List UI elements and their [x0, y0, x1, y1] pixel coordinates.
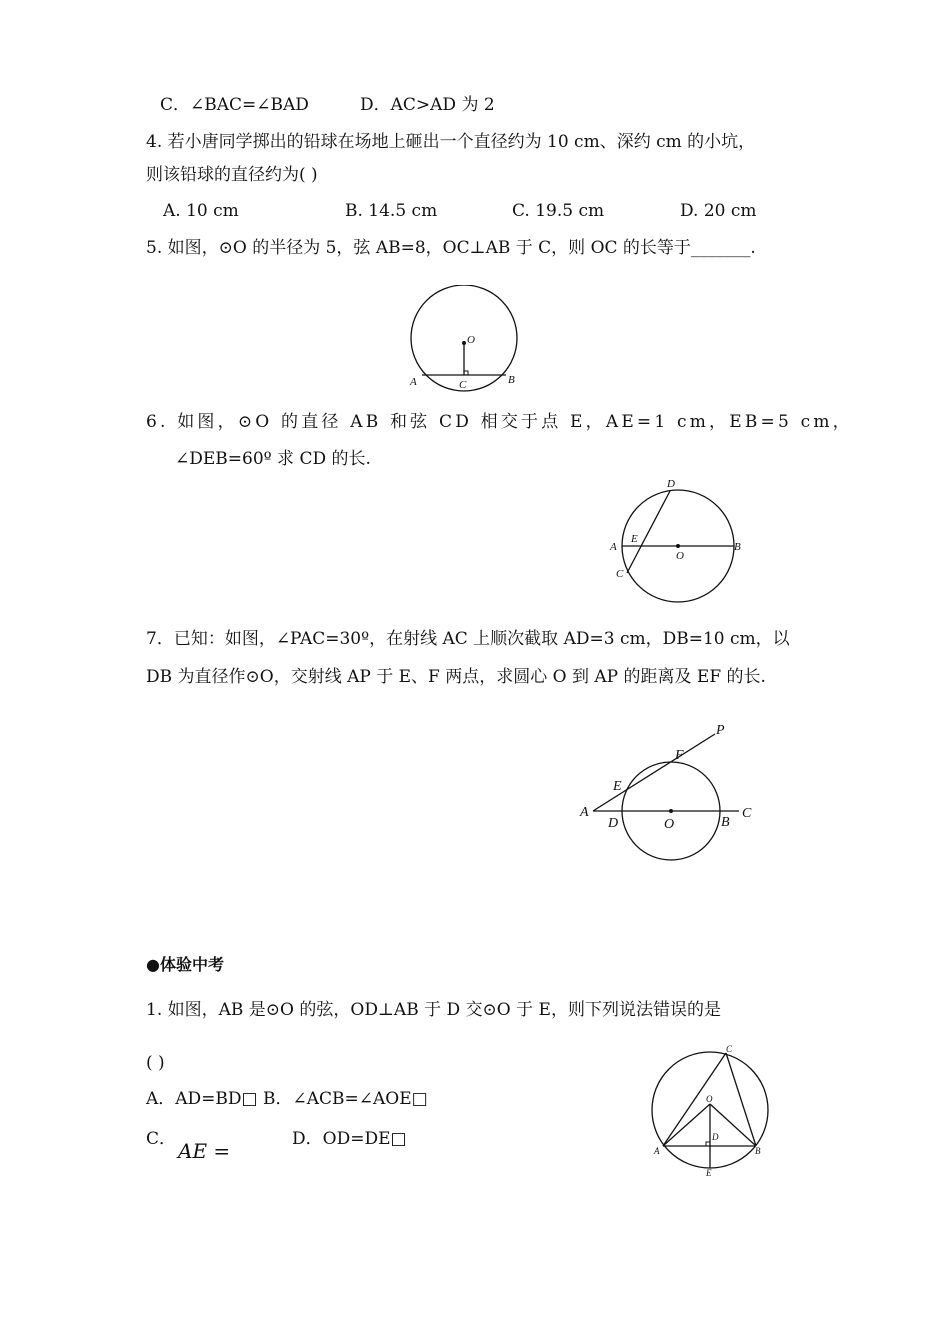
q3-option-c: C．∠BAC=∠BAD	[160, 95, 309, 115]
exam1-option-a-b: A．AD=BD□ B．∠ACB=∠AOE□	[146, 1089, 428, 1109]
exam1-circle-figure	[643, 1040, 778, 1180]
q5-center-dot	[462, 341, 466, 345]
q7-text-line1: 7．已知：如图，∠PAC=30º，在射线 AC 上顺次截取 AD=3 cm，DB=10 cm，以	[146, 629, 790, 649]
q5-label-a: A	[410, 376, 417, 388]
q4-option-c: C. 19.5 cm	[512, 201, 605, 221]
q5-label-o: O	[467, 334, 475, 346]
q5-text-line1: 5. 如图，⊙O 的半径为 5，弦 AB=8，OC⊥AB 于 C，则 OC 的长等于_______.	[146, 238, 756, 258]
q6-text-line1: 6. 如图，⊙O 的直径 AB 和弦 CD 相交于点 E，AE=1 cm，EB=5 cm，	[146, 412, 853, 432]
q5-circle-figure	[400, 285, 530, 395]
section-heading: ●体验中考	[146, 955, 224, 974]
exam1-label-e: E	[706, 1168, 712, 1178]
q7-ray-ap	[593, 734, 715, 811]
q4-option-b: B. 14.5 cm	[345, 201, 438, 221]
q7-center-dot	[669, 809, 673, 813]
q7-label-c: C	[742, 806, 752, 821]
q6-label-d: D	[667, 478, 675, 490]
q7-label-p: P	[716, 723, 725, 738]
q4-option-a: A. 10 cm	[163, 201, 239, 221]
q7-label-a: A	[580, 805, 589, 820]
exam1-option-d: D．OD=DE□	[292, 1129, 407, 1149]
exam1-option-c-formula: AE =	[178, 1139, 231, 1163]
q7-label-d: D	[608, 816, 619, 831]
q6-text-line2: ∠DEB=60º 求 CD 的长.	[175, 449, 371, 469]
q4-text-line1: 4. 若小唐同学掷出的铅球在场地上砸出一个直径约为 10 cm、深约 cm 的小坑，	[146, 132, 756, 152]
exam1-label-d: D	[712, 1132, 719, 1142]
q6-circle-figure	[600, 475, 760, 615]
q7-text-line2: DB 为直径作⊙O，交射线 AP 于 E、F 两点，求圆心 O 到 AP 的距离及 EF 的长.	[146, 667, 766, 687]
exam1-option-c: C．	[146, 1129, 177, 1149]
q7-label-b: B	[721, 815, 730, 830]
q4-text-line2: 则该铅球的直径约为( )	[146, 165, 318, 185]
q7-label-e: E	[613, 779, 622, 794]
exam1-paren: ( )	[146, 1053, 165, 1073]
q6-label-c: C	[616, 568, 624, 580]
q7-circle-figure	[575, 718, 765, 868]
q6-chord-cd	[627, 491, 670, 573]
q7-label-o: O	[664, 817, 675, 832]
exam1-text-line1: 1. 如图，AB 是⊙O 的弦，OD⊥AB 于 D 交⊙O 于 E，则下列说法错误的是	[146, 1000, 721, 1020]
exam1-label-o: O	[706, 1094, 713, 1104]
exam1-label-b: B	[755, 1146, 761, 1156]
q5-label-c: C	[459, 379, 467, 391]
q6-label-e: E	[631, 533, 638, 545]
q5-label-b: B	[508, 374, 515, 386]
q7-label-f: F	[675, 748, 684, 763]
q6-center-dot	[676, 544, 680, 548]
q4-option-d: D. 20 cm	[680, 201, 757, 221]
exam1-label-a: A	[654, 1146, 660, 1156]
exam1-label-c: C	[726, 1044, 733, 1054]
q6-label-b: B	[734, 541, 741, 553]
q6-label-a: A	[610, 541, 617, 553]
q6-label-o: O	[676, 550, 684, 562]
q3-option-d: D．AC>AD 为 2	[360, 95, 495, 115]
